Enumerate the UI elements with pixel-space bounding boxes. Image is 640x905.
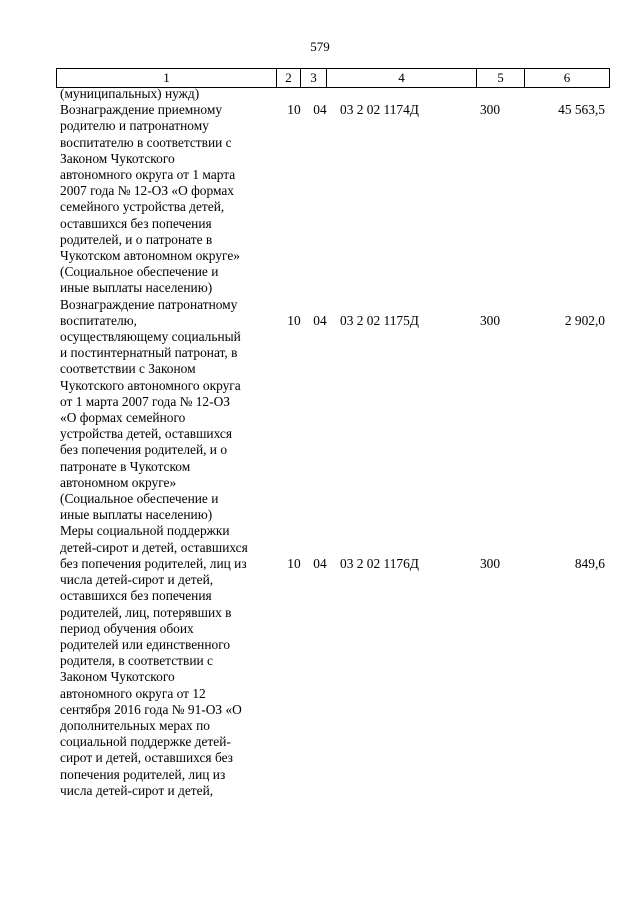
row-name: (Социальное обеспечение и иные выплаты населению)	[60, 264, 219, 296]
row-amount: 2 902,0	[564, 313, 605, 328]
column-header-4: 4	[327, 69, 477, 88]
column-header-6: 6	[525, 69, 610, 88]
row-code-expense-type: 300	[479, 556, 501, 571]
page-number: 579	[310, 39, 330, 54]
row-code-expense-type: 300	[479, 102, 501, 117]
row-code-subsection: 04	[313, 313, 327, 328]
row-code-section: 10	[287, 313, 301, 328]
row-code-section: 10	[287, 102, 301, 117]
row-code-subsection: 04	[313, 556, 327, 571]
row-name: Вознаграждение приемному родителю и патронатному воспитателю в соответствии с Законом Чукотского автономного округа от 1 марта 2007 года № 12-ОЗ «О формах семейного устройства детей, оставшихся без попечения родителей, и о патронате в Чукотском автономном округе»	[60, 102, 240, 264]
row-amount: 849,6	[574, 556, 605, 571]
row-code-target: 03 2 02 1174Д	[340, 102, 419, 117]
column-header-1: 1	[57, 69, 277, 88]
column-header-3: 3	[301, 69, 327, 88]
row-amount: 45 563,5	[558, 102, 605, 117]
row-name: Вознаграждение патронатному воспитателю, осуществляющему социальный и постинтернатный патронат, в соответствии с Законом Чукотского автономного округа от 1 марта 2007 года № 12-ОЗ «О формах семейного устройства детей, оставшихся без попечения родителей, и о патронате в Чукотском автономном округе»	[60, 296, 241, 490]
row-name: (Социальное обеспечение и иные выплаты населению)	[60, 491, 219, 523]
row-name: (муниципальных) нужд)	[60, 86, 200, 101]
row-code-subsection: 04	[313, 102, 327, 117]
row-name: Меры социальной поддержки детей-сирот и детей, оставшихся без попечения родителей, лиц из числа детей-сирот и детей, оставшихся без попечения родителей, лиц, потерявших в период обучения обоих родителей или единственного родителя, в соответствии с Законом Чукотского автономного округа от 12 сентября 2016 года № 91-ОЗ «О дополнительных мерах по социальной поддержке детей- сирот и детей, оставшихся без попечения родителей, лиц из числа детей-сирот и детей,	[60, 523, 248, 798]
column-header-2: 2	[277, 69, 301, 88]
column-header-5: 5	[477, 69, 525, 88]
row-code-target: 03 2 02 1175Д	[340, 313, 419, 328]
row-code-section: 10	[287, 556, 301, 571]
row-codes-layer	[60, 0, 620, 905]
row-code-expense-type: 300	[479, 313, 501, 328]
row-code-target: 03 2 02 1176Д	[340, 556, 419, 571]
